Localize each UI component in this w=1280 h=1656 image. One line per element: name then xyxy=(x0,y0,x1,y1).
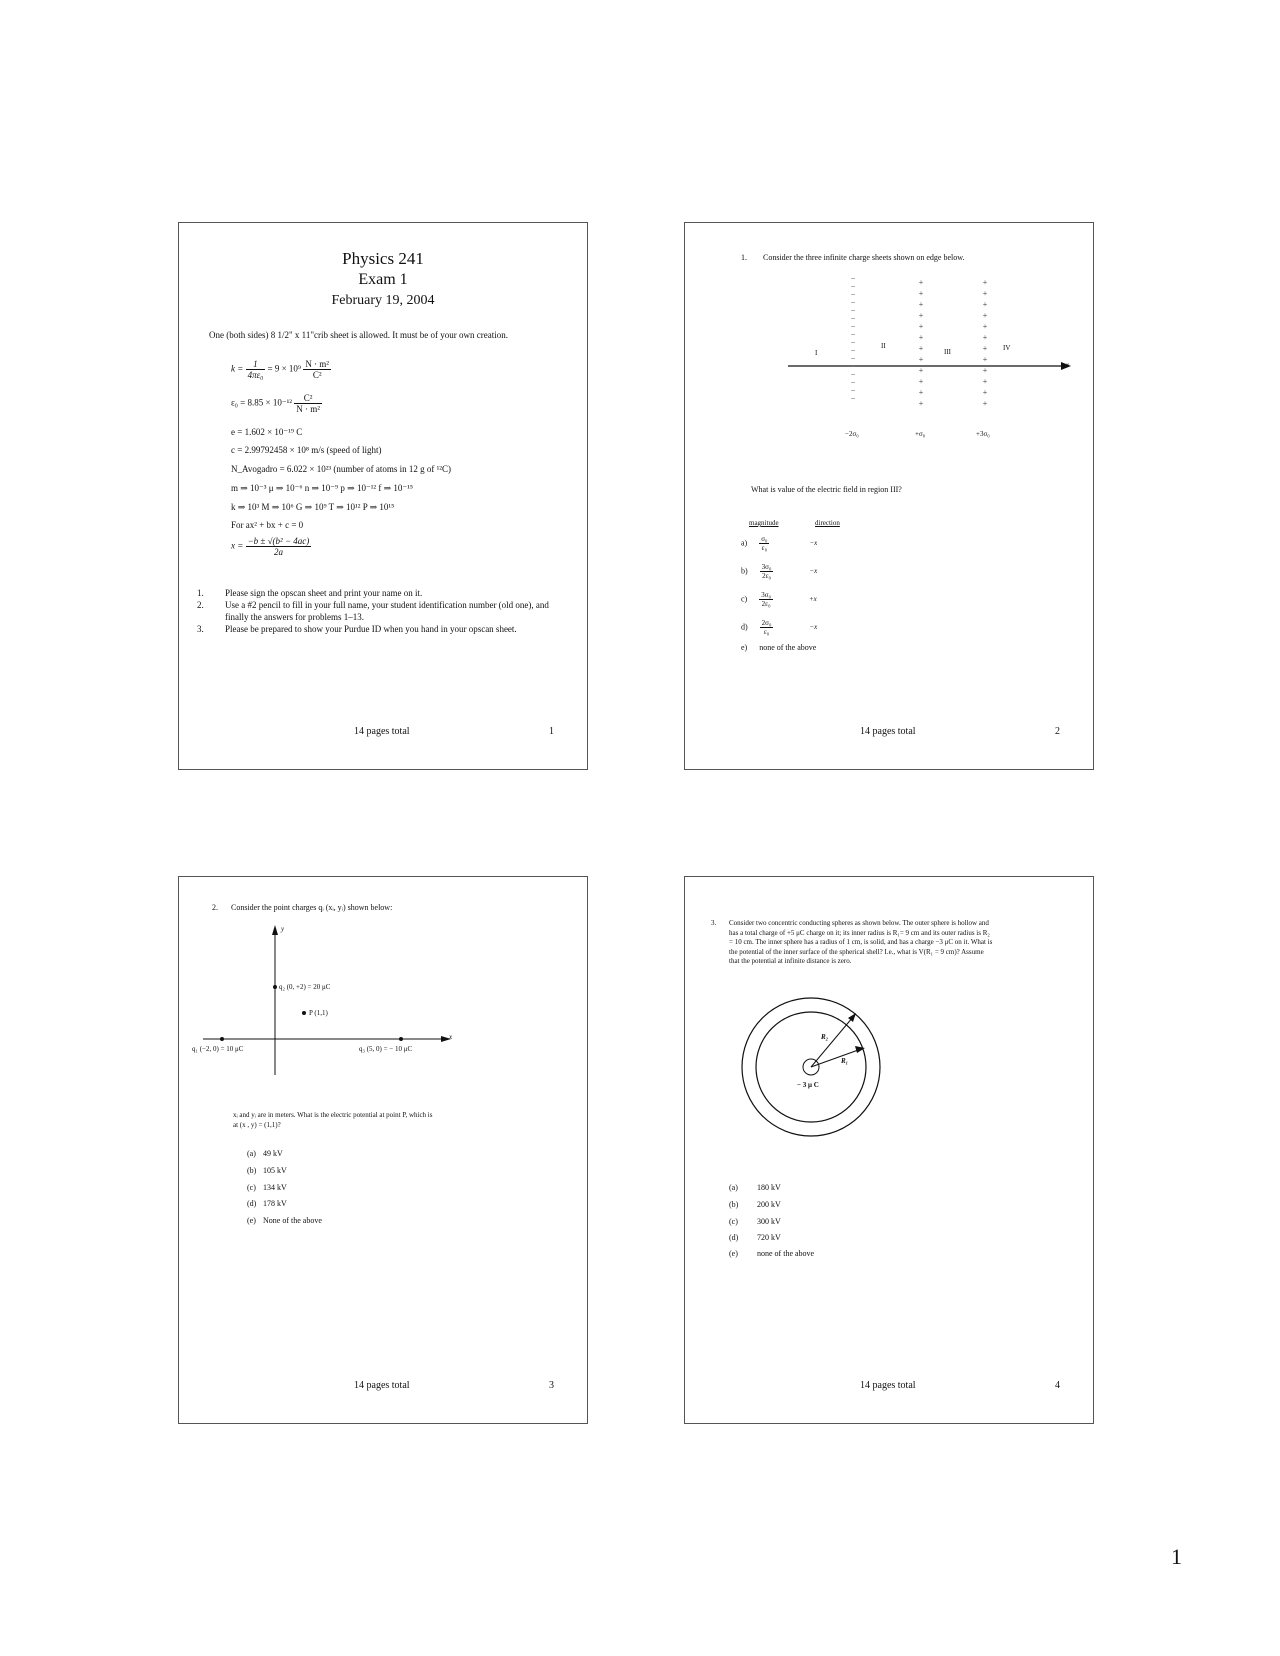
quadratic-formula xyxy=(231,536,311,557)
k-units-den: C² xyxy=(312,370,322,380)
slide-4 xyxy=(684,876,1094,1424)
p-point xyxy=(302,1011,306,1015)
option-b[interactable]: b) $\frac{\text{3σ₀}}{\text{2ε₀}}$ −x xyxy=(741,563,818,580)
question-prompt: What is value of the electric field in region III? xyxy=(751,485,902,494)
eps0-formula xyxy=(231,393,322,414)
q3-label: q₃ (5, 0) = − 10 μC xyxy=(359,1045,413,1053)
svg-text:+: + xyxy=(918,355,924,364)
exam-date: February 19, 2004 xyxy=(331,293,435,308)
svg-text:+: + xyxy=(982,311,988,320)
question-text: Consider the three infinite charge sheets shown on edge below. xyxy=(763,253,965,262)
region-label-iii: III xyxy=(944,348,951,356)
svg-text:+: + xyxy=(982,355,988,364)
option-a[interactable]: (a) 49 kV xyxy=(247,1149,283,1158)
option-d[interactable]: (d) 720 kV xyxy=(729,1233,781,1242)
sheet-2-charge: +σ₀ xyxy=(915,430,926,438)
x-axis-label: x xyxy=(1066,361,1070,369)
prefix-large: k ⇒ 10³ M ⇒ 10⁶ G ⇒ 10⁹ T ⇒ 10¹² P ⇒ 10¹⁵ xyxy=(231,502,395,512)
slide-3 xyxy=(178,876,588,1424)
option-e[interactable]: (e) none of the above xyxy=(729,1249,815,1258)
slide-page-number: 2 xyxy=(1055,726,1060,737)
avogadro: N_Avogadro = 6.022 × 10²³ (number of atoms in 12 g of ¹²C) xyxy=(231,464,451,474)
k-frac-num: 1 xyxy=(246,359,266,370)
sheet-3-charge: +3σ₀ xyxy=(976,430,990,438)
svg-text:−: − xyxy=(850,354,856,363)
region-label-i: I xyxy=(815,349,818,357)
k-frac-den: 4πε₀ xyxy=(247,370,264,380)
svg-text:+: + xyxy=(982,399,988,408)
region-label-iv: IV xyxy=(1003,344,1011,352)
sheet-page-number: 1 xyxy=(1171,1544,1182,1569)
option-a[interactable]: (a) 180 kV xyxy=(729,1183,781,1192)
electron-charge: e = 1.602 × 10⁻¹⁹ C xyxy=(231,427,303,437)
svg-text:+: + xyxy=(918,366,924,375)
svg-text:−: − xyxy=(850,322,856,331)
instruction-item: 1. Please sign the opscan sheet and print your name on it. xyxy=(197,588,423,598)
svg-text:−: − xyxy=(850,378,856,387)
question-text: Consider two concentric conducting spheres as shown below. The outer sphere is hollow and has a total charge of +5 μC charge on it; its inner radius is R₁= 9 cm and its outer radius is R₂ = 10 cm. The inner sphere has a radius of 1 cm, is solid, and has a charge −3 μC on it. What is the potential of the inner surface of the spherical shell? I.e., what is V(R₁ = 9 cm)? Assume that the potential at infinite distance is zero. xyxy=(729,919,993,965)
svg-text:−: − xyxy=(850,394,856,403)
svg-text:−: − xyxy=(850,370,856,379)
svg-text:−: − xyxy=(850,274,856,283)
svg-text:+: + xyxy=(918,388,924,397)
svg-text:−: − xyxy=(850,290,856,299)
footer-total: 14 pages total xyxy=(860,726,916,737)
svg-text:−: − xyxy=(850,282,856,291)
svg-text:+: + xyxy=(982,278,988,287)
sheet-3-plus-signs xyxy=(983,278,988,408)
eps0-value: ε₀ = 8.85 × 10⁻¹² xyxy=(231,397,292,408)
svg-text:+: + xyxy=(918,289,924,298)
question-number: 2. xyxy=(212,903,218,912)
crib-note: One (both sides) 8 1/2" x 11"crib sheet is allowed. It must be of your own creation. xyxy=(209,330,508,340)
option-d[interactable]: (d) 178 kV xyxy=(247,1199,287,1208)
footer-total: 14 pages total xyxy=(354,726,410,737)
slide-2 xyxy=(684,222,1094,770)
question-number: 3. xyxy=(711,919,717,927)
svg-text:+: + xyxy=(982,322,988,331)
eps0-units-den: N · m² xyxy=(296,404,320,414)
p-label: P (1,1) xyxy=(309,1009,328,1017)
svg-text:−: − xyxy=(850,338,856,347)
question-number: 1. xyxy=(741,253,747,262)
q2-point xyxy=(273,985,277,989)
q3-point xyxy=(399,1037,403,1041)
svg-text:+: + xyxy=(982,344,988,353)
k-value: = 9 × 10⁹ xyxy=(267,363,302,374)
inner-charge-label: − 3 μ C xyxy=(797,1081,819,1089)
option-d[interactable]: d) $\frac{\text{2σ₀}}{\text{ε₀}}$ −x xyxy=(741,619,818,636)
charge-sheet-diagram xyxy=(685,223,1093,443)
col-magnitude: magnitude xyxy=(749,519,779,527)
svg-text:+: + xyxy=(918,278,924,287)
q1-point xyxy=(220,1037,224,1041)
quadratic-intro: For ax² + bx + c = 0 xyxy=(231,520,304,530)
svg-text:+: + xyxy=(918,399,924,408)
option-c[interactable]: c) $\frac{\text{3σ₀}}{\text{2ε₀}}$ +x xyxy=(741,591,817,608)
svg-text:+: + xyxy=(982,366,988,375)
svg-text:−: − xyxy=(850,314,856,323)
slide-page-number: 4 xyxy=(1055,1380,1060,1391)
sheet-1-charge: −2σ₀ xyxy=(845,430,859,438)
instruction-item: 2. Use a #2 pencil to fill in your full name, your student identification number (old one), and finally the answers for problems 1–13. xyxy=(197,600,549,622)
question-text: Consider the point charges qᵢ (xᵢ, yᵢ) shown below: xyxy=(231,903,393,912)
svg-text:−: − xyxy=(850,346,856,355)
sheet-2-plus-signs xyxy=(919,278,924,408)
svg-text:+: + xyxy=(918,344,924,353)
svg-text:+: + xyxy=(918,377,924,386)
q2-label: q₂ (0, +2) = 20 μC xyxy=(279,983,331,991)
y-axis-label: y xyxy=(281,925,285,933)
k-formula: k = $\frac{1}{\text{4πε₀}}$ = 9 × 10⁹ $\frac{\text{N · m²}}{\text{C²}}$ xyxy=(231,359,330,380)
exam-subtitle: Exam 1 xyxy=(358,271,408,288)
y-axis-arrow xyxy=(272,925,278,935)
x-axis-label: x xyxy=(449,1033,453,1041)
slide-page-number: 3 xyxy=(549,1380,554,1391)
svg-text:−: − xyxy=(850,306,856,315)
instructions-list xyxy=(197,587,557,635)
footer-total: 14 pages total xyxy=(354,1380,410,1391)
r2-label: R₂ xyxy=(821,1033,829,1041)
svg-text:+: + xyxy=(918,322,924,331)
option-c[interactable]: (c) 300 kV xyxy=(729,1217,781,1226)
quad-den: 2a xyxy=(273,547,283,557)
quad-num: −b ± √(b² − 4ac) xyxy=(247,536,310,546)
instruction-item: 3. Please be prepared to show your Purdue ID when you hand in your opscan sheet. xyxy=(197,624,517,634)
speed-of-light: c = 2.99792458 × 10⁸ m/s (speed of light) xyxy=(231,445,382,455)
svg-text:+: + xyxy=(918,333,924,342)
question-prompt-1: xᵢ and yᵢ are in meters. What is the electric potential at point P, which is xyxy=(233,1111,433,1119)
question-prompt-2: at (x , y) = (1,1)? xyxy=(233,1121,281,1129)
option-b[interactable]: (b) 200 kV xyxy=(729,1200,781,1209)
r2-arrow xyxy=(848,1013,856,1022)
col-direction: direction xyxy=(815,519,840,527)
svg-text:+: + xyxy=(918,300,924,309)
footer-total: 14 pages total xyxy=(860,1380,916,1391)
concentric-spheres-diagram xyxy=(685,877,1093,1137)
option-e[interactable]: (e) None of the above xyxy=(247,1216,322,1225)
region-label-ii: II xyxy=(881,342,886,350)
k-units-num: N · m² xyxy=(305,359,330,369)
svg-text:+: + xyxy=(918,311,924,320)
svg-text:−: − xyxy=(850,330,856,339)
svg-text:−: − xyxy=(850,298,856,307)
svg-text:+: + xyxy=(982,388,988,397)
svg-text:+: + xyxy=(982,333,988,342)
option-e[interactable]: e) none of the above xyxy=(741,643,817,652)
slide-1 xyxy=(178,222,588,770)
r1-label: R₁ xyxy=(841,1057,849,1065)
svg-text:−: − xyxy=(850,362,856,371)
prefix-small: m ⇒ 10⁻³ μ ⇒ 10⁻⁶ n ⇒ 10⁻⁹ p ⇒ 10⁻¹² f ⇒ 10⁻¹⁵ xyxy=(231,483,413,493)
svg-text:−: − xyxy=(850,386,856,395)
option-c[interactable]: (c) 134 kV xyxy=(247,1183,287,1192)
quad-x: x = xyxy=(231,540,244,551)
slide-page-number: 1 xyxy=(549,726,554,737)
eps0-units-num: C² xyxy=(294,393,322,404)
option-b[interactable]: (b) 105 kV xyxy=(247,1166,287,1175)
sheet-1-minus-signs xyxy=(851,274,856,403)
option-a[interactable]: a) $\frac{\text{σ₀}}{\text{ε₀}}$ −x xyxy=(741,535,818,552)
svg-text:+: + xyxy=(982,289,988,298)
svg-text:+: + xyxy=(982,377,988,386)
svg-text:+: + xyxy=(982,300,988,309)
exam-title: Physics 241 xyxy=(342,249,424,268)
q1-label: q₁ (−2, 0) = 10 μC xyxy=(192,1045,244,1053)
